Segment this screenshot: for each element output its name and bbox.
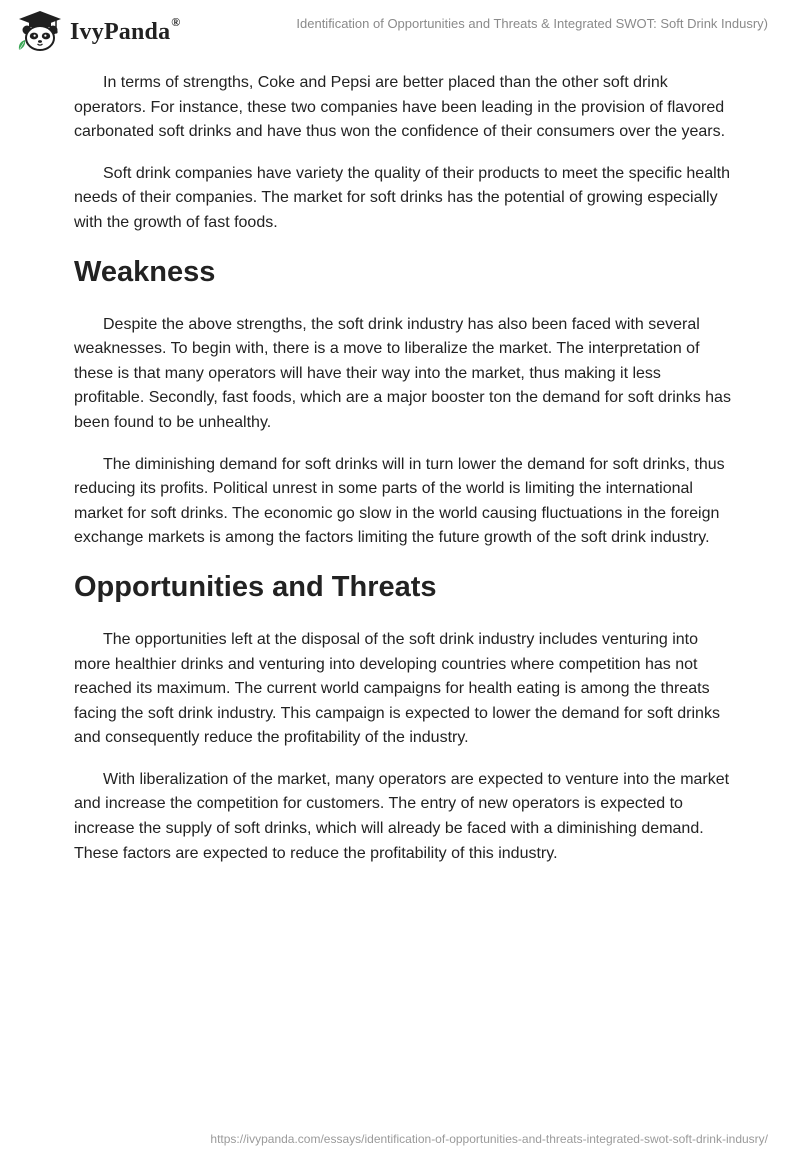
paragraph: With liberalization of the market, many operators are expected to venture into the market and increase the competition for customers. The entry of new operators is expected to increase the supply of soft drinks, which will already be faced with a diminishing demand. These factors are expected to reduce the profitability of this industry. [74,770,730,862]
paragraph: The diminishing demand for soft drinks will in turn lower the demand for soft drinks, thus reducing its profits. Political unrest in some parts of the world is limiting the international market for soft drinks. The economic go slow in the world causing fluctuations in the foreign exchange markets is among the factors limiting the future growth of the soft drink industry. [74,455,725,547]
paragraph: The opportunities left at the disposal of the soft drink industry includes venturing into more healthier drinks and venturing into developing countries where competition has not reached its maximum. The current world campaigns for health eating is among the threats facing the soft drink industry. This campaign is expected to lower the demand for soft drinks and consequently reduce the profitability of the industry. [74,630,720,747]
brand-name: IvyPanda® [70,14,181,45]
paragraph: Soft drink companies have variety the quality of their products to meet the specific health needs of their companies. The market for soft drinks has the potential of growing especially with the growth of fast foods. [74,164,730,231]
paragraph: In terms of strengths, Coke and Pepsi are better placed than the other soft drink operators. For instance, these two companies have been leading in the provision of flavored carbonated soft drinks and have thus won the confidence of their consumers over the years. [74,74,726,141]
source-url[interactable]: https://ivypanda.com/essays/identification-of-opportunities-and-threats-integrated-swot-soft-drink-indusry/ [210,1132,768,1146]
document-title: Identification of Opportunities and Threats & Integrated SWOT: Soft Drink Indusry) [296,16,768,31]
panda-graduate-icon [16,9,64,53]
section-heading-weakness: Weakness [74,255,216,288]
section-heading-opportunities-threats: Opportunities and Threats [74,570,437,603]
brand-logo[interactable] [16,9,180,53]
paragraph: Despite the above strengths, the soft drink industry has also been faced with several weaknesses. To begin with, there is a move to liberalize the market. The interpretation of these is that many operators will have their way into the market, thus making it less profitable. Secondly, fast foods, which are a major booster ton the demand for soft drinks has been found to be unhealthy. [74,315,731,431]
essay-body [74,71,734,883]
page-header [0,0,800,70]
registered-mark: ® [171,14,181,29]
